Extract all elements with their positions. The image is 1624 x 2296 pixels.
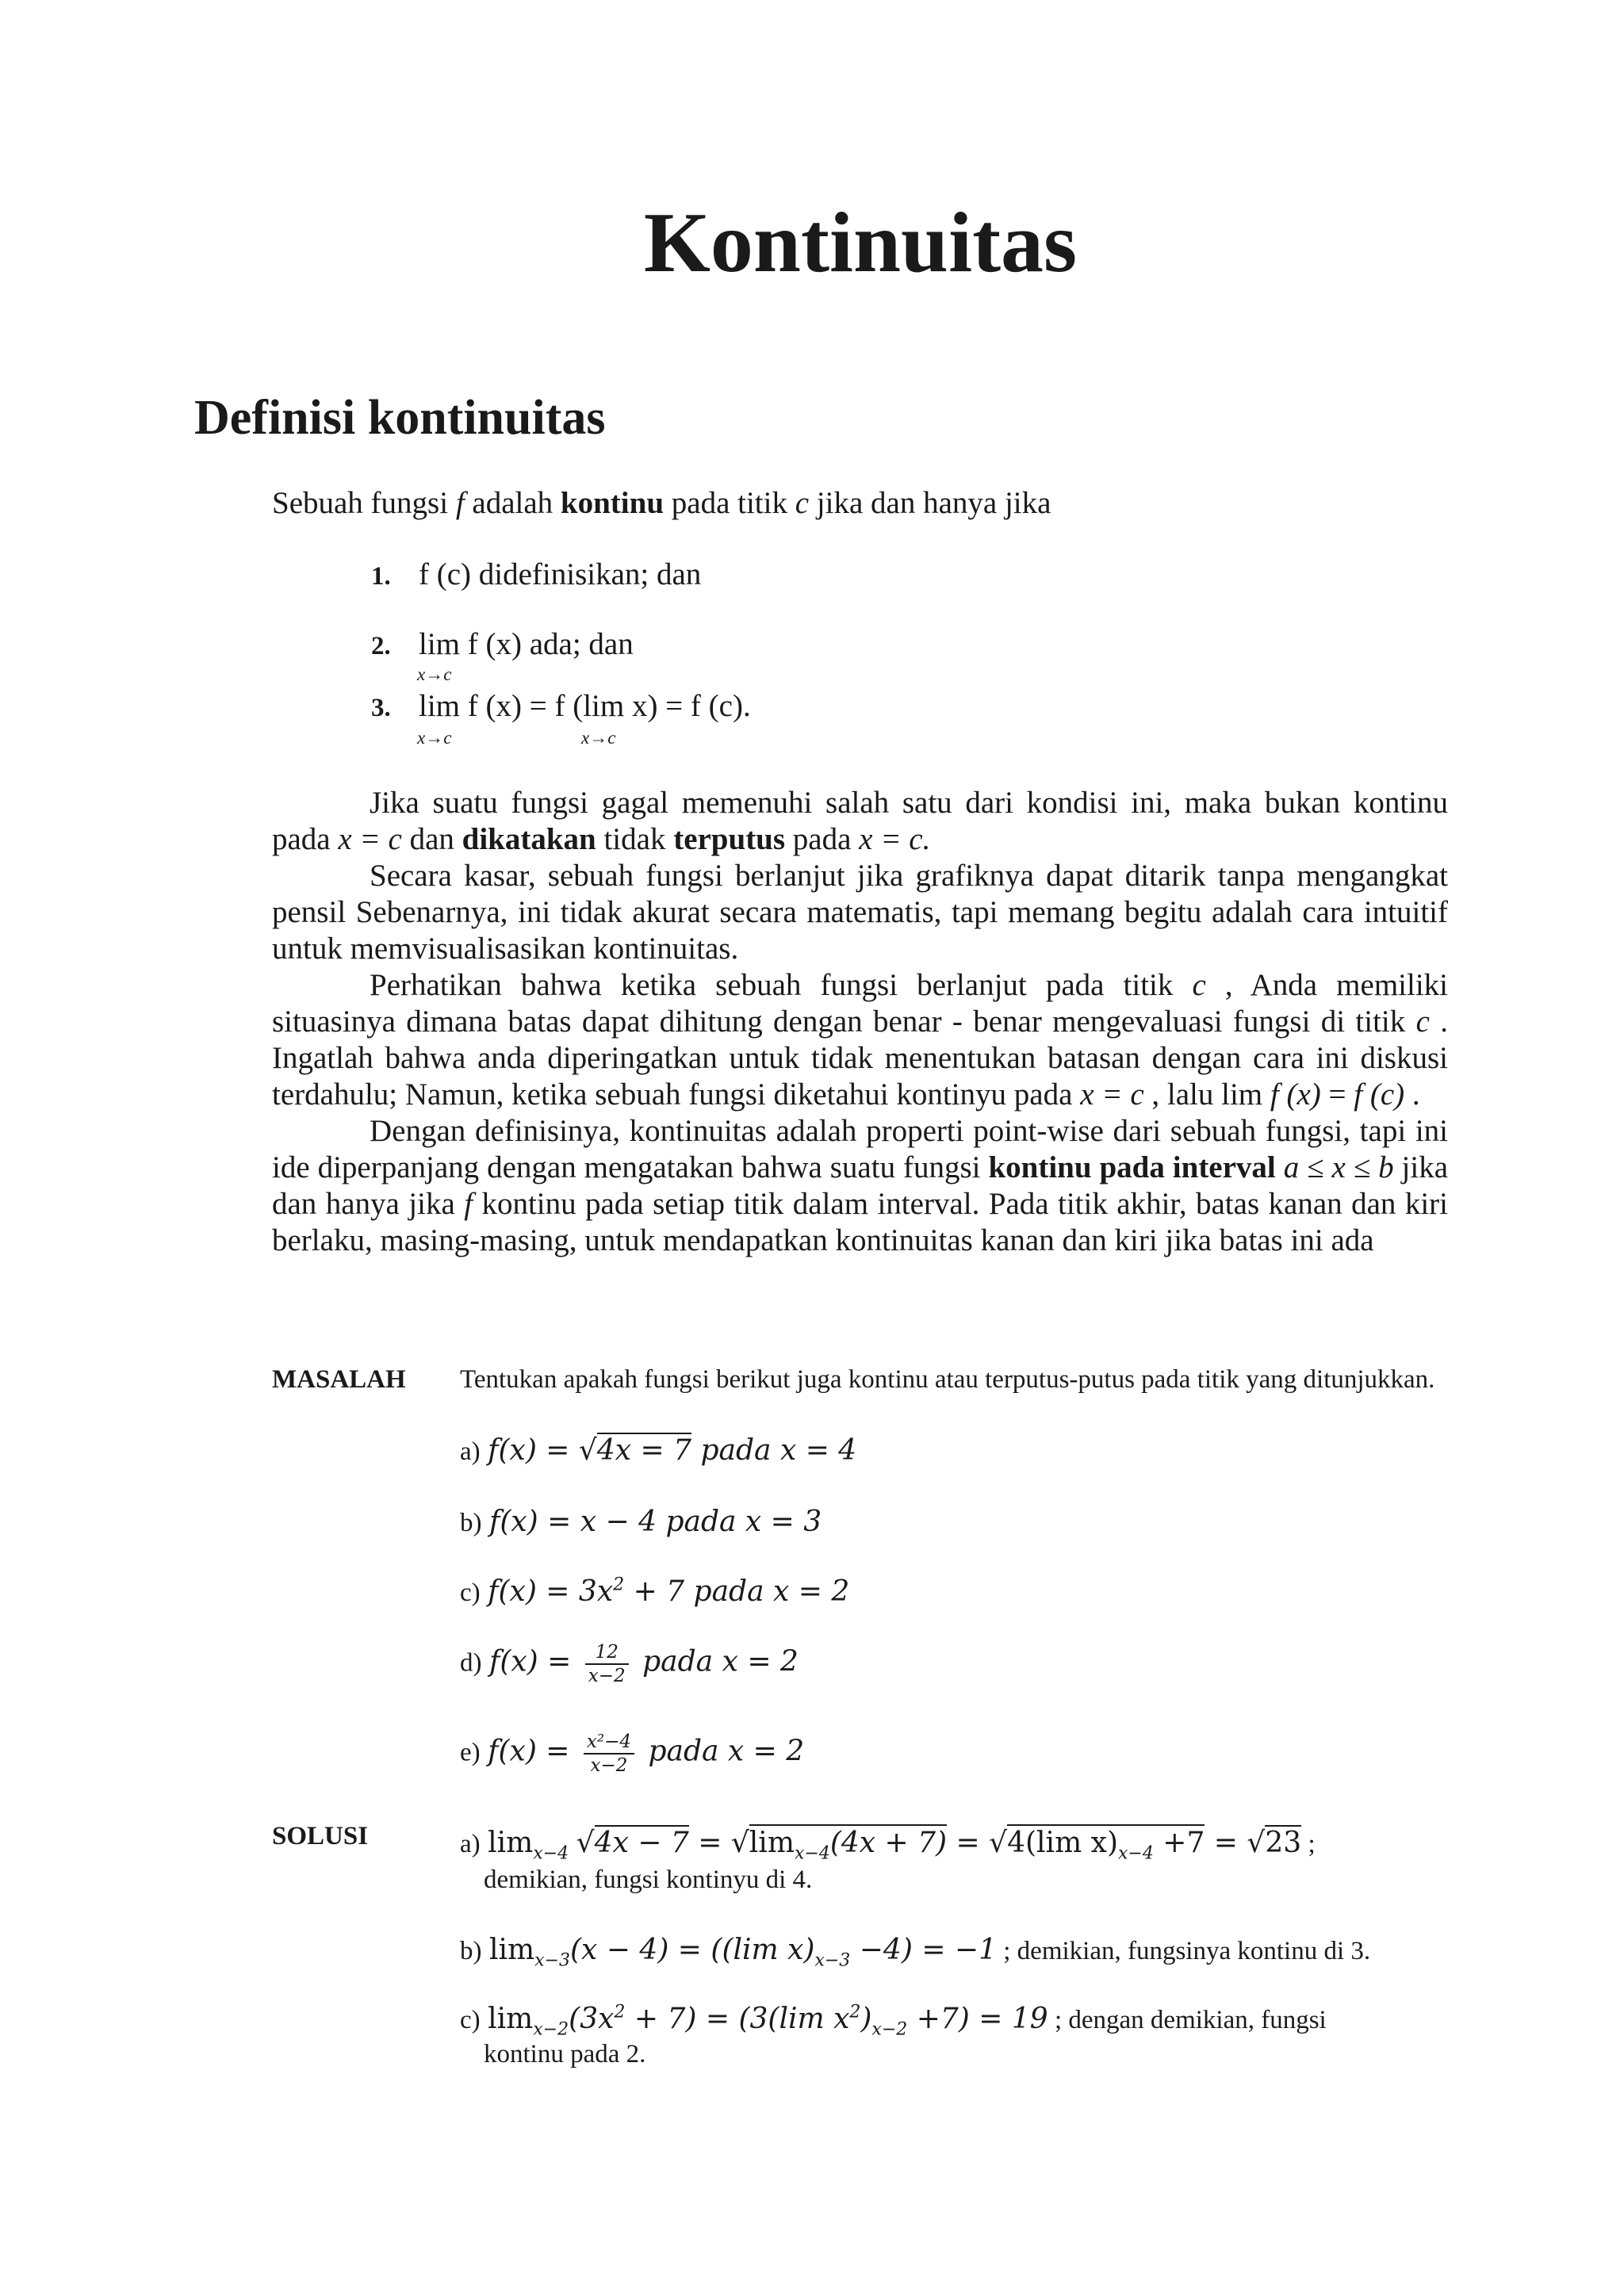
paragraph-3: Perhatikan bahwa ketika sebuah fungsi berlanjut pada titik c , Anda memiliki situasinya dimana batas dapat dihitung dengan benar - benar mengevaluasi fungsi di titik c . Ingatlah bahwa anda diperingatkan untuk tidak menentukan batasan dengan cara ini diskusi terdahulu; Namun, ketika sebuah fungsi diketahui kontinyu pada x = c , lalu lim f (x) = f (c) . [272, 968, 1449, 1112]
definition-intro: Sebuah fungsi f adalah kontinu pada titik c jika dan hanya jika [272, 486, 1051, 520]
solution-label: SOLUSI [272, 1822, 369, 1850]
body-text [272, 785, 1448, 1259]
problem-label: MASALAH [272, 1365, 406, 1394]
section-heading: Definisi kontinuitas [194, 391, 606, 445]
condition-2-subscript: x→c [417, 664, 452, 684]
condition-3: 3. lim f (x) = f (lim x) = f (c). [371, 689, 751, 723]
solution-item-a: a) $\lim_{x-4} √4x - 7 = √\lim_{x-4}(4x + 7) = √4(\lim$ $x)_{x-4} +7 = √23$ ; [460, 1825, 1316, 1864]
condition-3-subscript: x→c [417, 728, 452, 748]
problem-item-b: b) f(x) = x − 4 pada x = 3 [460, 1506, 822, 1538]
problem-item-d: d) f(x) = $\frac{12}{x-2}$ pada x = 2 [460, 1642, 799, 1686]
paragraph-4: Dengan definisinya, kontinuitas adalah properti point-wise dari sebuah fungsi, tapi ini ide diperpanjang dengan mengatakan bahwa suatu fungsi kontinu pada interval a ≤ x ≤ b jika dan hanya jika f kontinu pada setiap titik dalam interval. Pada titik akhir, batas kanan dan kiri berlaku, masing-masing, untuk mendapatkan kontinuitas kanan dan kiri jika batas ini ada [272, 1114, 1448, 1257]
fraction: $\frac{\text{x²−4}}{x-2}$ [584, 1731, 634, 1777]
condition-2: 2. lim f (x) ada; dan [371, 627, 634, 661]
solution-c-conclusion: kontinu pada 2. [484, 2040, 646, 2068]
paragraph-1: Jika suatu fungsi gagal memenuhi salah satu dari kondisi ini, maka bukan kontinu pada x = c dan dikatakan tidak terputus pada x = c. [272, 786, 1448, 856]
paragraph-2: Secara kasar, sebuah fungsi berlanjut jika grafiknya dapat ditarik tanpa mengangkat pensil Sebenarnya, ini tidak akurat secara matematis, tapi memang begitu adalah cara intuitif untuk memvisualisasikan kontinuitas. [272, 859, 1448, 966]
condition-1: 1. f (c) didefinisikan; dan [371, 557, 702, 591]
solution-item-b: b) $\lim_{x-3}(x - 4) = ((\lim$ $x)_{x-3} -4) = -1$ ; demikian, fungsinya kontinu di 3. [460, 1934, 1371, 1971]
condition-3-subscript-2: x→c [581, 728, 616, 748]
problem-item-a: a) f(x) = √4x = 7 pada x = 4 [460, 1434, 857, 1467]
page-title: Kontinuitas [643, 196, 1078, 290]
problem-item-c: c) $f(x) = 3x^2 + 7$ pada x = 2 [460, 1575, 850, 1608]
problem-item-e: e) f(x) = $\frac{\text{x²−4}}{x-2}$ pada x = 2 [460, 1732, 805, 1776]
problem-statement: Tentukan apakah fungsi berikut juga kontinu atau terputus-putus pada titik yang ditunjukkan. [460, 1365, 1435, 1394]
fraction: $\frac{12}{x-2}$ [585, 1641, 629, 1687]
solution-a-conclusion: demikian, fungsi kontinyu di 4. [484, 1866, 813, 1894]
solution-item-c: c) $\lim_{x-2}(3x^2 + 7) = (3(\lim$ $x^2)_{x-2} +7) = 19$ ; dengan demikian, fungsi [460, 2002, 1327, 2040]
